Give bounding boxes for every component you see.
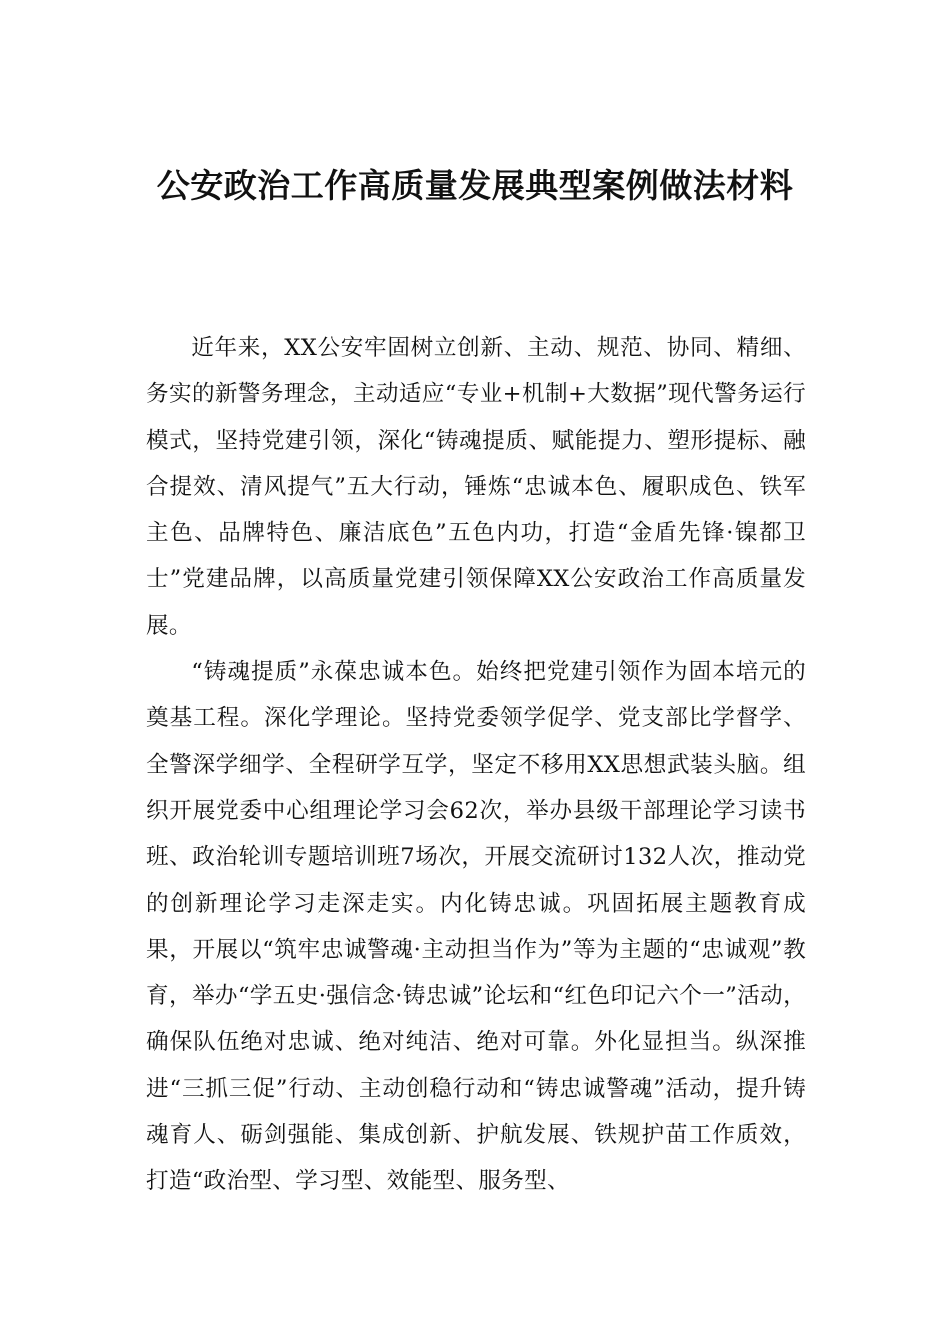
document-body	[146, 325, 806, 1205]
paragraph-loyalty: “铸魂提质”永葆忠诚本色。始终把党建引领作为固本培元的奠基工程。深化学理论。坚持党委领学促学、党支部比学督学、全警深学细学、全程研学互学，坚定不移用XX思想武装头脑。组织开展党委中心组理论学习会62次，举办县级干部理论学习读书班、政治轮训专题培训班7场次，开展交流研讨132人次，推动党的创新理论学习走深走实。内化铸忠诚。巩固拓展主题教育成果，开展以“筑牢忠诚警魂·主动担当作为”等为主题的“忠诚观”教育，举办“学五史·强信念·铸忠诚”论坛和“红色印记六个一”活动，确保队伍绝对忠诚、绝对纯洁、绝对可靠。外化显担当。纵深推进“三抓三促”行动、主动创稳行动和“铸忠诚警魂”活动，提升铸魂育人、砺剑强能、集成创新、护航发展、铁规护苗工作质效，打造“政治型、学习型、效能型、服务型、	[146, 659, 806, 1195]
paragraph-intro: 近年来，XX公安牢固树立创新、主动、规范、协同、精细、务实的新警务理念，主动适应“专业+机制+大数据”现代警务运行模式，坚持党建引领，深化“铸魂提质、赋能提力、塑形提标、融合提效、清风提气”五大行动，锤炼“忠诚本色、履职成色、铁军主色、品牌特色、廉洁底色”五色内功，打造“金盾先锋·镍都卫士”党建品牌，以高质量党建引领保障XX公安政治工作高质量发展。	[146, 335, 806, 639]
document-title: 公安政治工作高质量发展典型案例做法材料	[156, 166, 794, 205]
